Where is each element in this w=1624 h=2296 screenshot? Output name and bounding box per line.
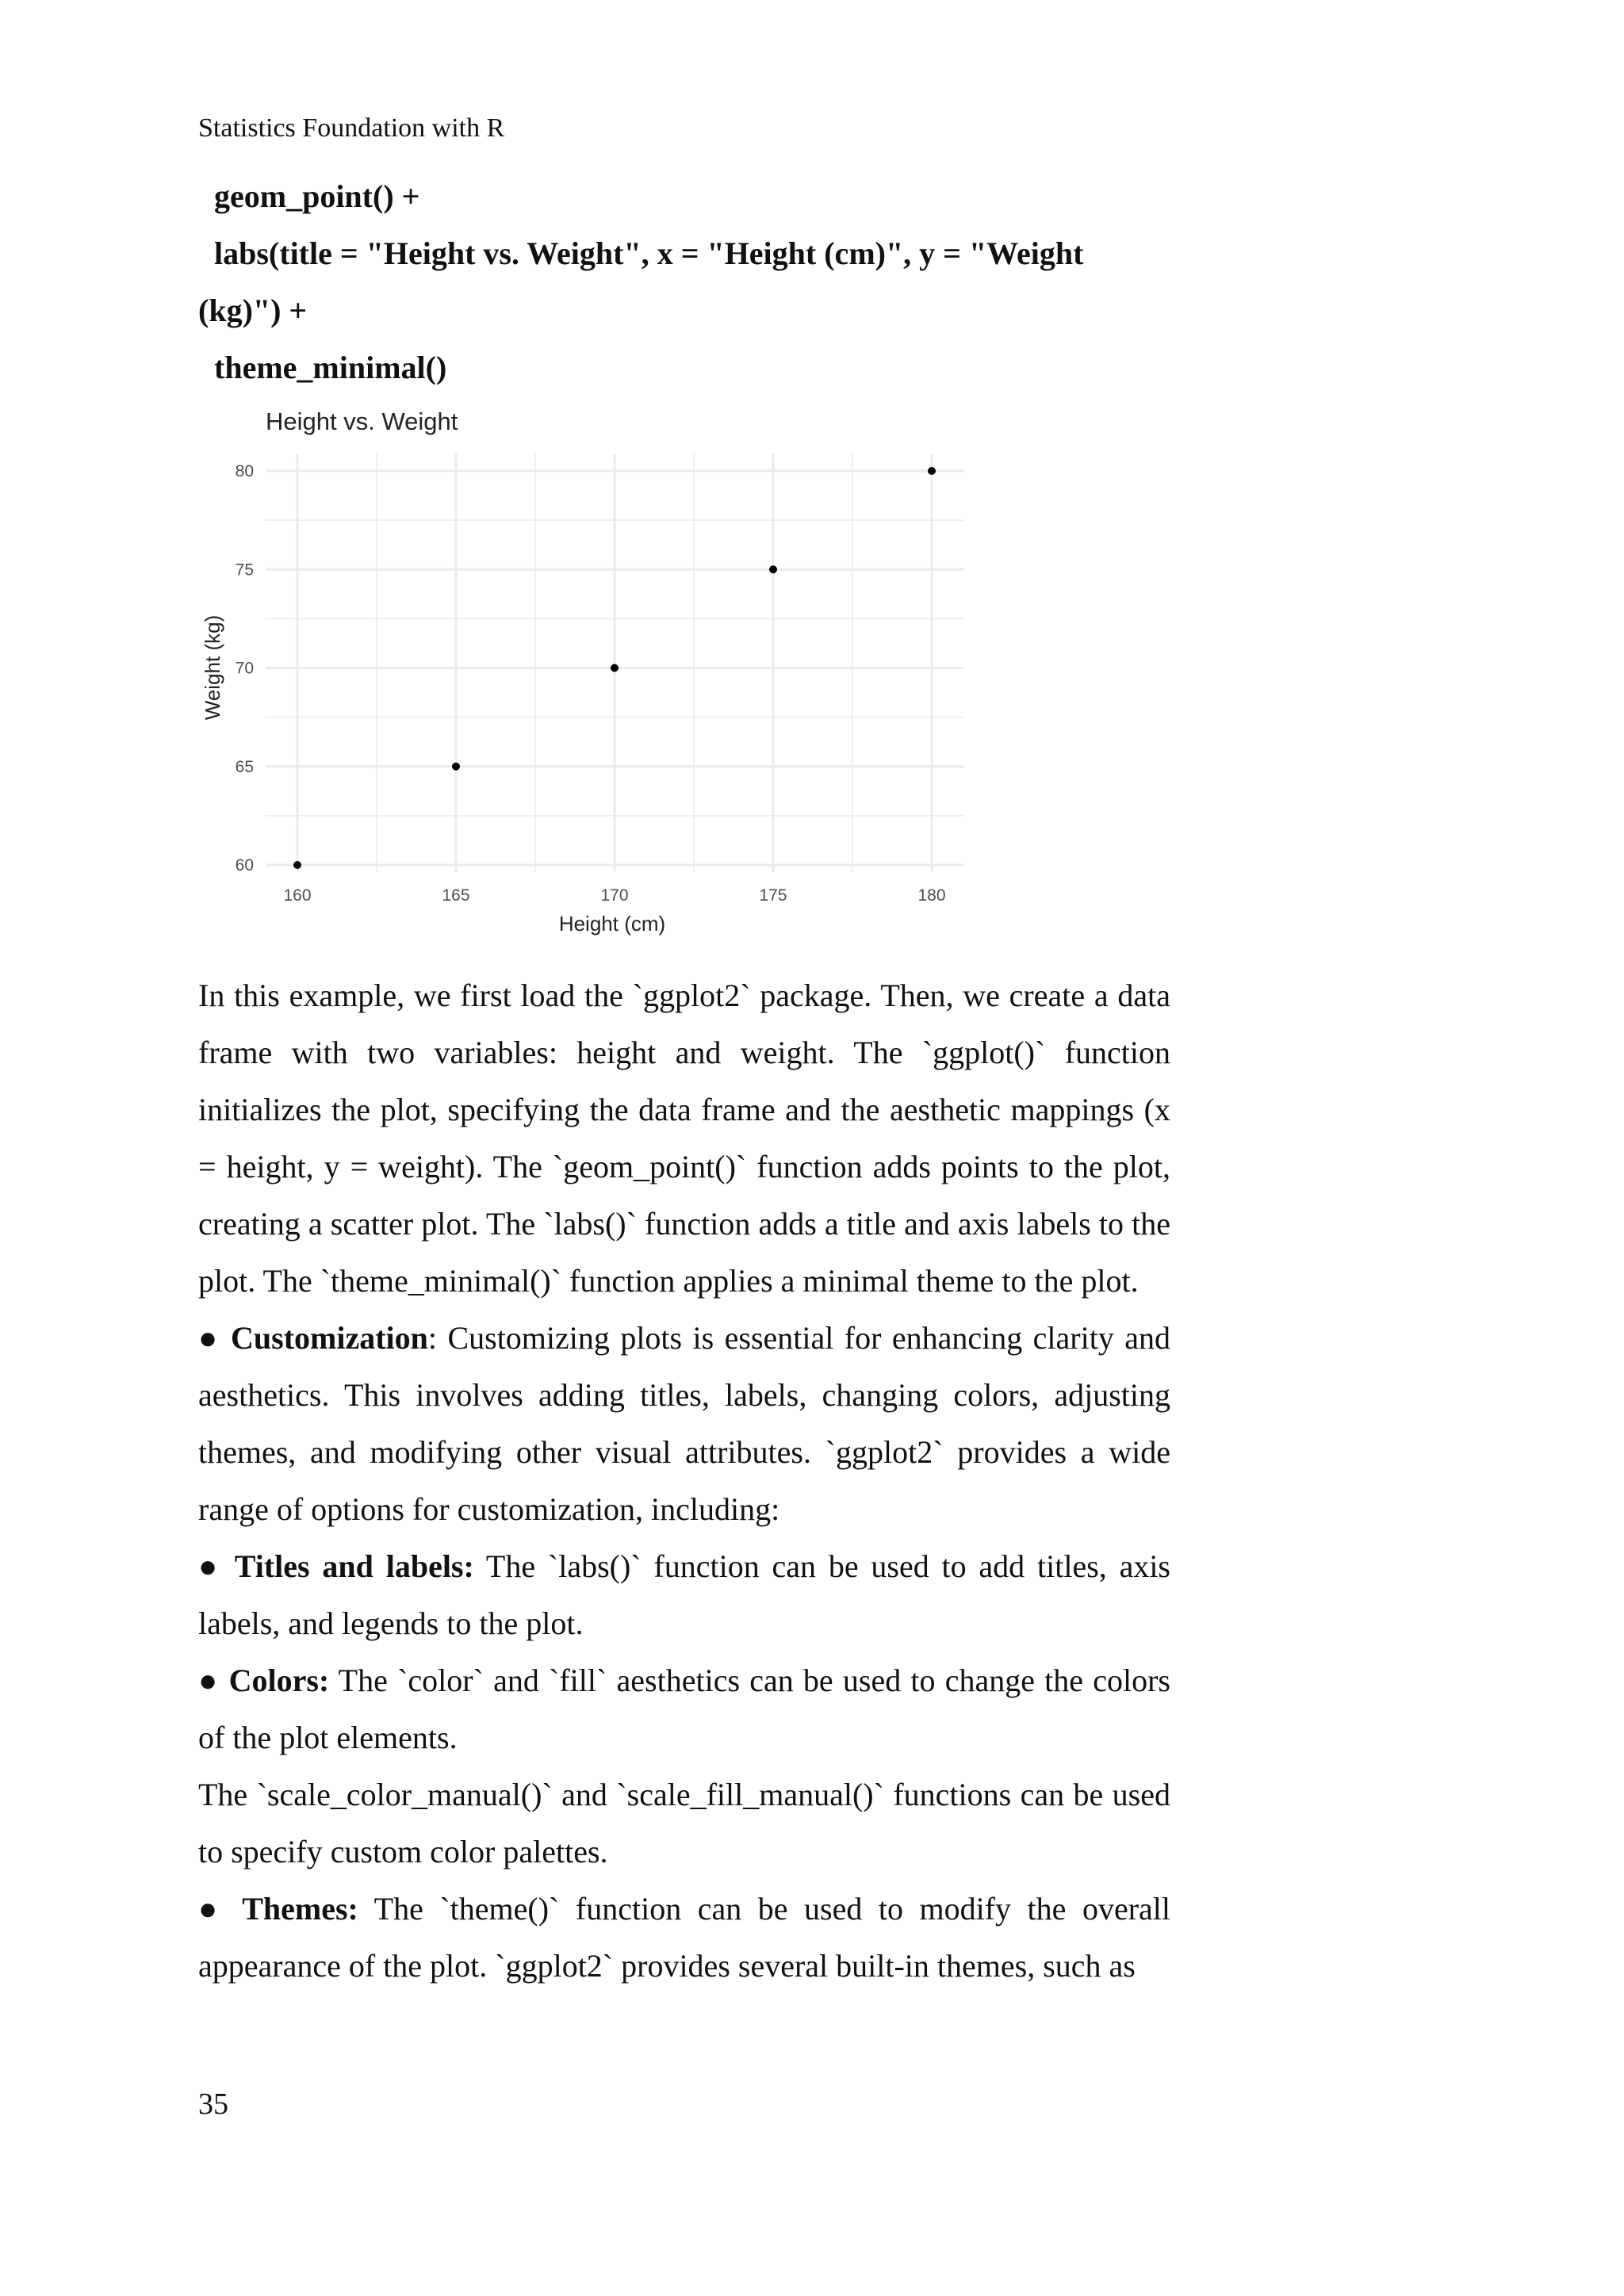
bullet-customization [198,1310,1170,1538]
bullet-label: Customization [231,1320,428,1356]
bullet-colors [198,1652,1170,1766]
code-line-labs-continued: (kg)") + [198,293,308,328]
major-gridlines [266,453,963,872]
y-tick-label: 60 [235,856,254,874]
bullet-marker: ● [198,1891,226,1927]
code-line-labs: labs(title = "Height vs. Weight", x = "Height (cm)", y = "Weight [214,235,1084,271]
y-tick-label: 75 [235,561,254,580]
x-tick-labels [283,886,945,905]
x-tick-label: 170 [600,886,629,905]
bullet-text: : Customizing plots is essential for enhancing clarity and aesthetics. This involves adding titles, labels, changing colors, adjusting themes, and modifying other visual attributes. `ggplot2` provides a wide range of options for customization, including: [198,1320,1170,1527]
bullet-titles-labels [198,1538,1170,1652]
x-tick-label: 160 [283,886,312,905]
x-tick-label: 180 [917,886,946,905]
chart-title: Height vs. Weight [266,408,458,435]
code-line-theme-minimal: theme_minimal() [214,350,447,385]
bullet-marker: ● [198,1548,222,1584]
running-header: Statistics Foundation with R [198,113,505,143]
scatter-plot-figure [198,404,991,959]
data-point [928,467,936,475]
scatter-plot [198,404,991,959]
y-tick-labels [236,462,254,874]
body-text [198,967,1170,1995]
page-number: 35 [198,2087,228,2121]
y-tick-label: 70 [235,659,254,678]
y-tick-label: 65 [235,757,254,776]
y-axis-label: Weight (kg) [201,614,224,721]
bullet-marker: ● [198,1320,220,1356]
data-point [293,861,301,869]
data-point [452,763,460,771]
bullet-label: Titles and labels: [234,1548,474,1584]
bullet-text: The `labs()` function can be used to add titles, axis labels, and legends to the plot. [198,1548,1171,1641]
bullet-label: Colors: [228,1663,330,1698]
bullet-text: The `color` and `fill` aesthetics can be used to change the colors of the plot elements. [198,1663,1170,1755]
bullet-label: Themes: [242,1891,358,1927]
paragraph-scale-functions: The `scale_color_manual()` and `scale_fill_manual()` functions can be used to specify custom color palettes. [198,1777,1170,1869]
bullet-themes [198,1881,1170,1995]
x-axis-label: Height (cm) [558,912,666,936]
y-tick-label: 80 [235,462,254,480]
x-tick-label: 175 [759,886,787,905]
code-line-geom-point: geom_point() + [214,178,420,214]
paragraph-explanation: In this example, we first load the `ggplot2` package. Then, we create a data frame with two variables: height and weight. The `ggplot()` function initializes the plot, specifying the data frame and the aesthetic mappings (x = height, y = weight). The `geom_point()` function adds points to the plot, creating a scatter plot. The `labs()` function adds a title and axis labels to the plot. The `theme_minimal()` function applies a minimal theme to the plot. [198,978,1170,1299]
x-tick-label: 165 [442,886,470,905]
data-point [611,664,619,672]
data-point [769,565,777,573]
bullet-marker: ● [198,1663,220,1698]
bullet-text: The `theme()` function can be used to modify the overall appearance of the plot. `ggplot2` provides several built-in themes, such as [198,1891,1170,1984]
